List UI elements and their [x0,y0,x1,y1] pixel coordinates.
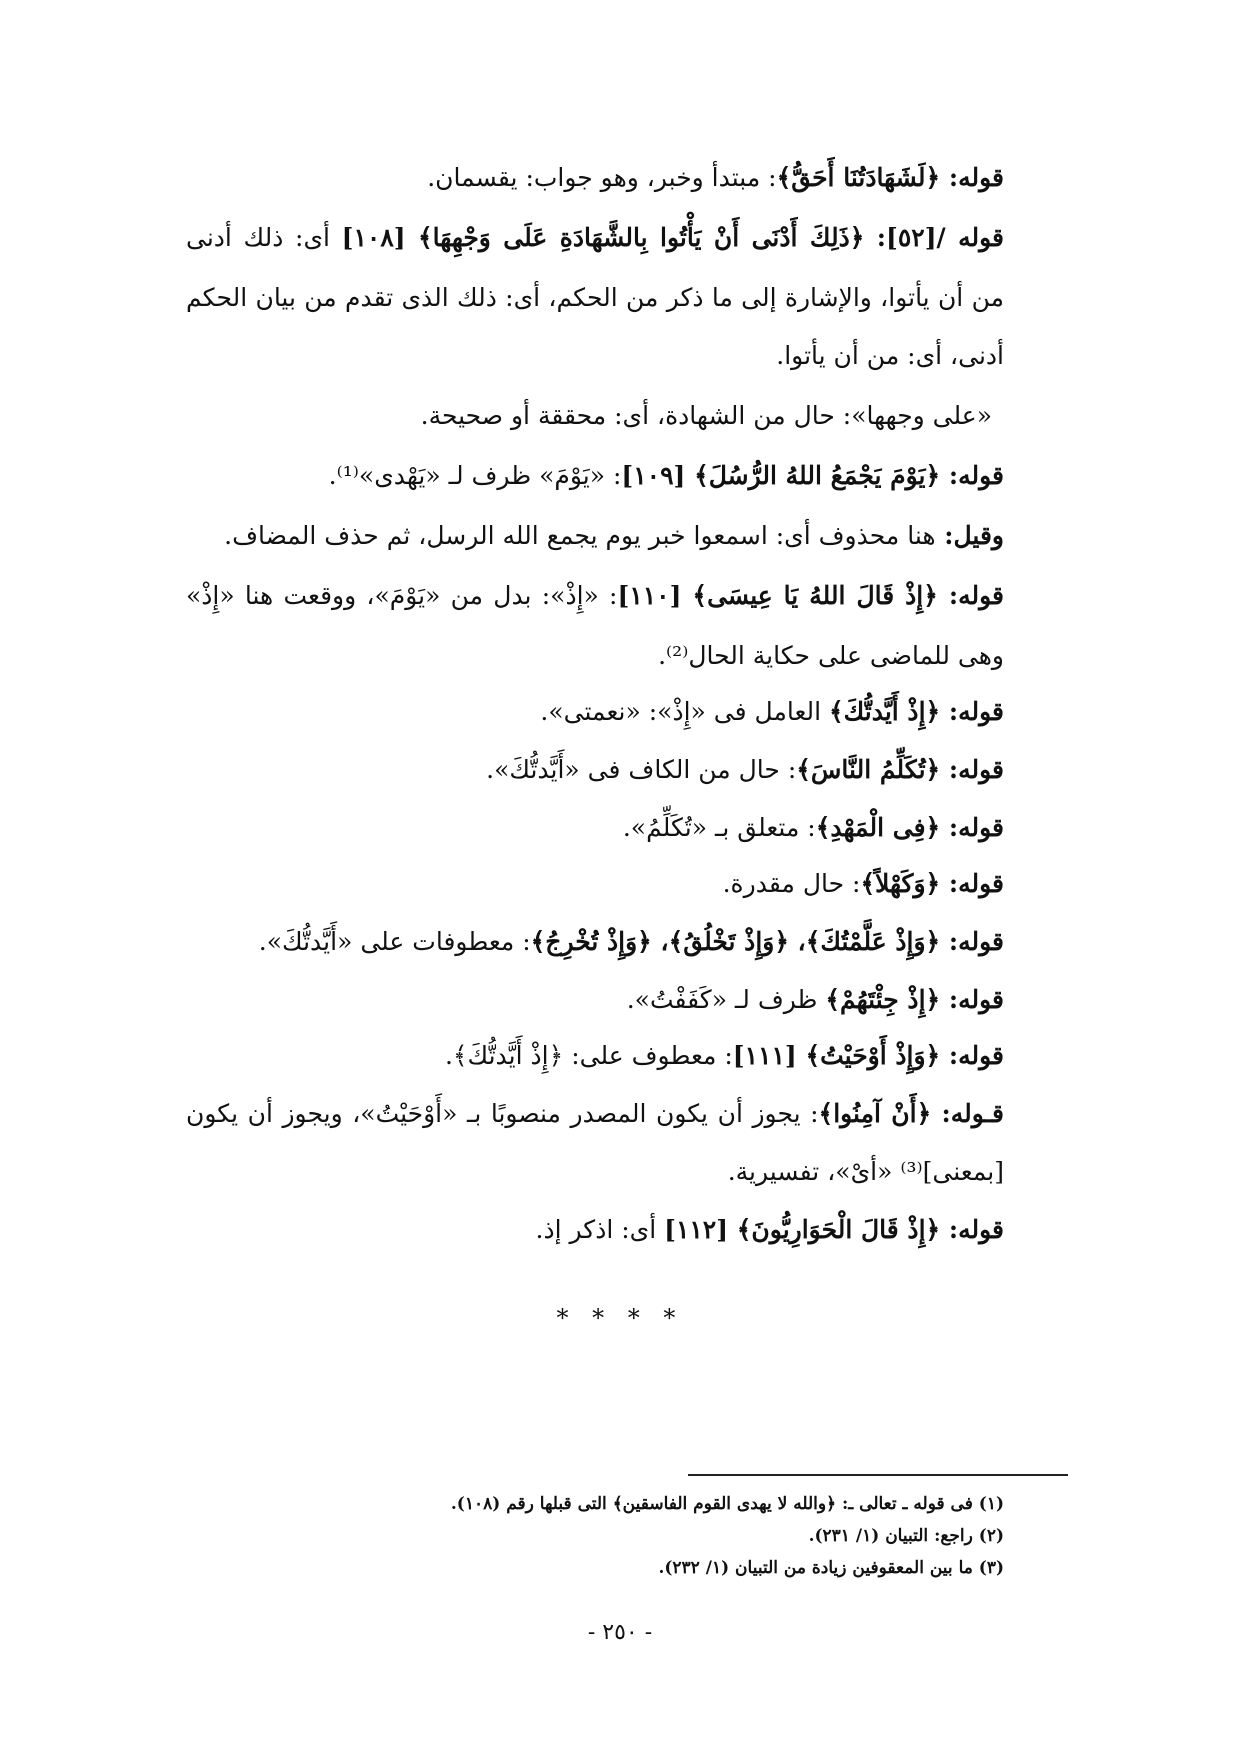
footnote-3: (٣) ما بين المعقوفين زيادة من التبيان (١/ ٢٣٢). [658,1558,1004,1578]
line-text: أى: اذكر إذ. [535,1215,665,1244]
line-text: أى: ذلك أدنى [186,223,342,252]
text-line-2 [186,218,1004,258]
quran-quote: ﴿يَوْمَ يَجْمَعُ اللهُ الرُّسُلَ﴾ [١٠٩] [621,461,941,490]
line-text: أدنى، أى: من أن يأتوا. [776,341,1004,370]
text-line-5 [186,396,992,436]
footnote-1: (١) فى قوله ـ تعالى ـ: ﴿والله لا يهدى القوم الفاسقين﴾ التى قبلها رقم (١٠٨). [450,1494,1004,1514]
line-label: قوله: [940,985,1004,1014]
line-text: العامل فى «إِذْ»: «نعمتى». [540,697,830,726]
section-separator: * * * * [556,1304,684,1332]
line-label: قوله: [940,755,1004,784]
text-line-17 [186,1094,1004,1134]
quran-quote: ﴿أَنْ آمِنُوا﴾ [818,1099,932,1128]
text-line-1 [186,158,1004,198]
line-text: هنا محذوف أى: اسمعوا خبر يوم يجمع الله الرسل، ثم حذف المضاف. [224,521,936,550]
quran-quote: ﴿إِذْ أَيَّدتُّكَ﴾ [829,697,941,726]
line-label: قوله: [940,163,1004,192]
text-line-10 [186,692,1004,732]
text-line-9 [186,636,1004,676]
line-label: قوله: [937,581,1004,610]
quran-quote: ﴿وَإِذْ عَلَّمْتُكَ﴾، ﴿وَإِذْ تَخْلُقُ﴾، ﴿وَإِذْ تُخْرِجُ﴾ [530,927,941,956]
line-text: : مبتدأ وخبر، وهو جواب: يقسمان. [427,163,777,192]
line-text: وهى للماضى على حكاية الحال⁽²⁾. [658,641,1004,670]
text-line-13 [186,864,1004,904]
quran-quote: ﴿تُكَلِّمُ النَّاسَ﴾ [796,755,941,784]
text-line-16 [186,1036,1004,1076]
line-text: ظرف لـ «كَفَفْتُ». [626,985,826,1014]
line-label: وقيل: [935,521,1004,550]
text-line-19 [186,1210,1004,1250]
line-label: قوله: [940,1215,1004,1244]
text-line-7 [186,516,1004,556]
text-line-14 [186,922,1004,962]
quran-quote: ﴿ذَلِكَ أَدْنَى أَنْ يَأْتُوا بِالشَّهَادَةِ عَلَى وَجْهِهَا﴾ [١٠٨] [341,223,865,252]
line-text: [بمعنى]⁽³⁾ «أىْ»، تفسيرية. [727,1157,1004,1186]
footnote-divider [688,1474,1068,1476]
line-text: : حال مقدرة. [722,869,861,898]
line-label: قوله: [940,461,1004,490]
line-text: : متعلق بـ «تُكَلِّمُ». [622,813,816,842]
line-label: قوله: [940,697,1004,726]
text-line-18 [186,1152,1004,1192]
text-line-12 [186,808,1004,848]
page-number: - ٢٥٠ - [587,1620,653,1645]
quran-quote: ﴿إِذْ قَالَ الْحَوَارِيُّونَ﴾ [١١٢] [664,1215,941,1244]
text-line-15 [186,980,1004,1020]
line-text: : يجوز أن يكون المصدر منصوبًا بـ «أَوْحَيْتُ»، ويجوز أن يكون [186,1099,819,1128]
quran-quote: ﴿لَشَهَادَتُنَا أَحَقُّ﴾ [776,163,941,192]
quran-quote: ﴿إِذْ قَالَ اللهُ يَا عِيسَى﴾ [١١٠] [617,581,938,610]
line-text: : معطوفات على «أَيَّدتُّكَ». [258,927,531,956]
line-label: قوله /[٥٢]: [864,223,1004,252]
quran-quote: ﴿وَكَهْلاً﴾ [860,869,941,898]
quran-quote: ﴿فِى الْمَهْدِ﴾ [815,813,941,842]
line-label: قوله: [940,1041,1004,1070]
quran-quote: ﴿إِذْ جِئْتَهُمْ﴾ [825,985,941,1014]
text-line-11 [186,750,1004,790]
text-line-6 [186,456,1004,496]
quran-quote: ﴿وَإِذْ أَوْحَيْتُ﴾ [١١١] [732,1041,941,1070]
line-text: «على وجهها»: حال من الشهادة، أى: محققة أو صحيحة. [420,401,992,430]
line-label: قـوله: [931,1099,1004,1128]
line-text: : حال من الكاف فى «أَيَّدتُّكَ». [486,755,797,784]
line-label: قوله: [940,927,1004,956]
text-line-3 [186,278,1004,318]
text-line-8 [186,576,1004,616]
footnote-2: (٢) راجع: التبيان (١/ ٢٣١). [808,1526,1004,1546]
line-label: قوله: [940,869,1004,898]
line-text: : معطوف على: ﴿إِذْ أَيَّدتُّكَ﴾. [444,1041,733,1070]
text-line-4 [186,336,1004,376]
line-text: : «يَوْمَ» ظرف لـ «يَهْدى»⁽¹⁾. [328,461,622,490]
line-label: قوله: [940,813,1004,842]
line-text: : «إِذْ»: بدل من «يَوْمَ»، ووقعت هنا «إِذْ» [186,581,618,610]
line-text: من أن يأتوا، والإشارة إلى ما ذكر من الحكم، أى: ذلك الذى تقدم من بيان الحكم [186,283,1004,312]
